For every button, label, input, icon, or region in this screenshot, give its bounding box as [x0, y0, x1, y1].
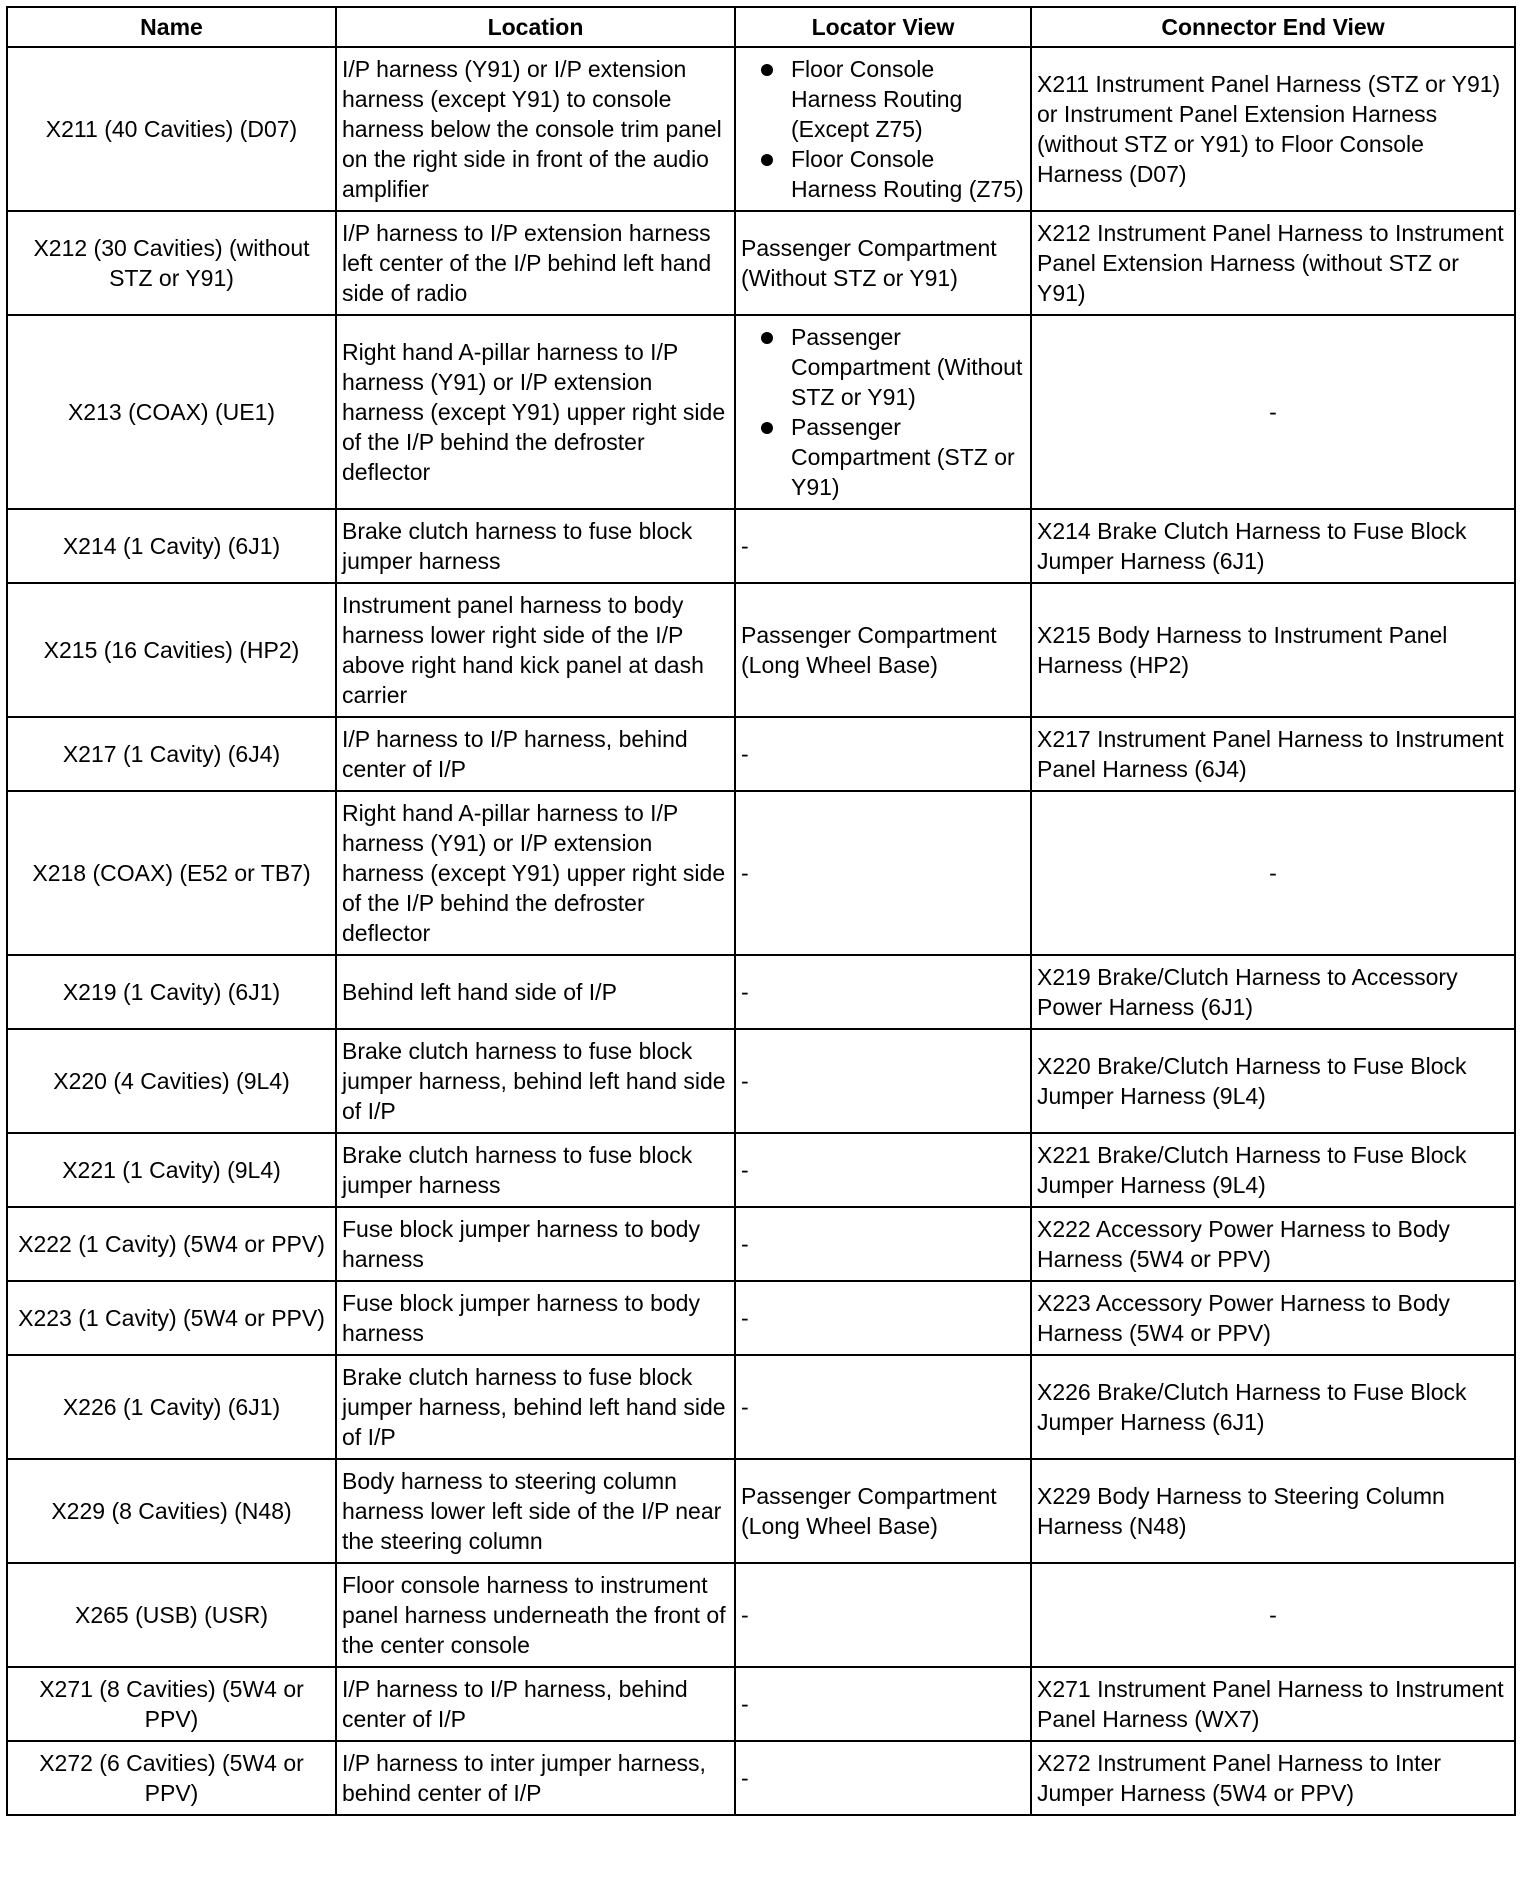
- bullet-icon: [761, 64, 773, 76]
- cell-name: X271 (8 Cavities) (5W4 or PPV): [7, 1667, 336, 1741]
- table-row: [7, 1133, 1515, 1207]
- cell-location: I/P harness to I/P harness, behind center of I/P: [336, 1667, 735, 1741]
- locator-link[interactable]: [741, 412, 1025, 502]
- cell-name: X219 (1 Cavity) (6J1): [7, 955, 336, 1029]
- table-row: [7, 583, 1515, 717]
- table-row: [7, 1741, 1515, 1815]
- cell-name: X214 (1 Cavity) (6J1): [7, 509, 336, 583]
- bullet-icon: [761, 422, 773, 434]
- cell-location: Fuse block jumper harness to body harness: [336, 1281, 735, 1355]
- table-row: [7, 47, 1515, 211]
- locator-list: [741, 54, 1025, 204]
- cell-locator-view: -: [735, 1355, 1031, 1459]
- cell-connector-end-view: X226 Brake/Clutch Harness to Fuse Block Jumper Harness (6J1): [1031, 1355, 1515, 1459]
- cell-location: Brake clutch harness to fuse block jumper harness, behind left hand side of I/P: [336, 1029, 735, 1133]
- header-row: [7, 7, 1515, 47]
- locator-list: [741, 322, 1025, 502]
- table-row: [7, 1207, 1515, 1281]
- locator-text: Floor Console Harness Routing (Except Z75): [791, 56, 963, 142]
- cell-connector-end-view: X220 Brake/Clutch Harness to Fuse Block Jumper Harness (9L4): [1031, 1029, 1515, 1133]
- cell-connector-end-view: X271 Instrument Panel Harness to Instrument Panel Harness (WX7): [1031, 1667, 1515, 1741]
- cell-connector-end-view: X215 Body Harness to Instrument Panel Harness (HP2): [1031, 583, 1515, 717]
- cell-locator-view: -: [735, 1133, 1031, 1207]
- cell-locator-view: [735, 47, 1031, 211]
- cell-locator-view: -: [735, 717, 1031, 791]
- table-row: [7, 717, 1515, 791]
- table-row: [7, 315, 1515, 509]
- cell-locator-view: -: [735, 1563, 1031, 1667]
- locator-text: Floor Console Harness Routing (Z75): [791, 146, 1024, 202]
- cell-location: I/P harness to inter jumper harness, behind center of I/P: [336, 1741, 735, 1815]
- header-locator-view: Locator View: [735, 7, 1031, 47]
- cell-location: Fuse block jumper harness to body harness: [336, 1207, 735, 1281]
- table-row: [7, 211, 1515, 315]
- table-row: [7, 1459, 1515, 1563]
- cell-name: X229 (8 Cavities) (N48): [7, 1459, 336, 1563]
- cell-locator-view: -: [735, 509, 1031, 583]
- table-row: [7, 791, 1515, 955]
- cell-locator-view: -: [735, 1029, 1031, 1133]
- cell-location: Instrument panel harness to body harness lower right side of the I/P above right hand kick panel at dash carrier: [336, 583, 735, 717]
- locator-text: Passenger Compartment (STZ or Y91): [791, 414, 1015, 500]
- header-connector-end-view: Connector End View: [1031, 7, 1515, 47]
- cell-name: X272 (6 Cavities) (5W4 or PPV): [7, 1741, 336, 1815]
- connector-table: [6, 6, 1516, 1816]
- cell-name: X215 (16 Cavities) (HP2): [7, 583, 336, 717]
- cell-locator-view: Passenger Compartment (Long Wheel Base): [735, 583, 1031, 717]
- cell-name: X217 (1 Cavity) (6J4): [7, 717, 336, 791]
- table-row: [7, 955, 1515, 1029]
- cell-location: Brake clutch harness to fuse block jumper harness, behind left hand side of I/P: [336, 1355, 735, 1459]
- cell-name: X211 (40 Cavities) (D07): [7, 47, 336, 211]
- locator-link[interactable]: [741, 54, 1025, 144]
- cell-locator-view: -: [735, 1667, 1031, 1741]
- cell-location: Right hand A-pillar harness to I/P harness (Y91) or I/P extension harness (except Y91) upper right side of the I/P behind the defroster deflector: [336, 791, 735, 955]
- cell-locator-view: [735, 315, 1031, 509]
- table-row: [7, 1355, 1515, 1459]
- cell-location: Body harness to steering column harness lower left side of the I/P near the steering column: [336, 1459, 735, 1563]
- header-location: Location: [336, 7, 735, 47]
- bullet-icon: [761, 154, 773, 166]
- cell-location: I/P harness (Y91) or I/P extension harness (except Y91) to console harness below the console trim panel on the right side in front of the audio amplifier: [336, 47, 735, 211]
- locator-link[interactable]: [741, 322, 1025, 412]
- cell-connector-end-view: X229 Body Harness to Steering Column Harness (N48): [1031, 1459, 1515, 1563]
- cell-locator-view: Passenger Compartment (Without STZ or Y91): [735, 211, 1031, 315]
- locator-text: Passenger Compartment (Without STZ or Y91): [791, 324, 1023, 410]
- cell-locator-view: Passenger Compartment (Long Wheel Base): [735, 1459, 1031, 1563]
- cell-location: I/P harness to I/P extension harness left center of the I/P behind left hand side of radio: [336, 211, 735, 315]
- header-name: Name: [7, 7, 336, 47]
- cell-connector-end-view: X221 Brake/Clutch Harness to Fuse Block Jumper Harness (9L4): [1031, 1133, 1515, 1207]
- cell-connector-end-view: X223 Accessory Power Harness to Body Harness (5W4 or PPV): [1031, 1281, 1515, 1355]
- cell-location: Brake clutch harness to fuse block jumper harness: [336, 509, 735, 583]
- cell-location: I/P harness to I/P harness, behind center of I/P: [336, 717, 735, 791]
- table-row: [7, 1029, 1515, 1133]
- cell-connector-end-view: X219 Brake/Clutch Harness to Accessory Power Harness (6J1): [1031, 955, 1515, 1029]
- cell-connector-end-view: X222 Accessory Power Harness to Body Harness (5W4 or PPV): [1031, 1207, 1515, 1281]
- cell-location: Right hand A-pillar harness to I/P harness (Y91) or I/P extension harness (except Y91) upper right side of the I/P behind the defroster deflector: [336, 315, 735, 509]
- table-row: [7, 1563, 1515, 1667]
- cell-name: X218 (COAX) (E52 or TB7): [7, 791, 336, 955]
- bullet-icon: [761, 332, 773, 344]
- cell-name: X220 (4 Cavities) (9L4): [7, 1029, 336, 1133]
- cell-connector-end-view: X217 Instrument Panel Harness to Instrument Panel Harness (6J4): [1031, 717, 1515, 791]
- cell-locator-view: -: [735, 791, 1031, 955]
- cell-name: X222 (1 Cavity) (5W4 or PPV): [7, 1207, 336, 1281]
- locator-link[interactable]: [741, 144, 1025, 204]
- cell-location: Behind left hand side of I/P: [336, 955, 735, 1029]
- cell-locator-view: -: [735, 1281, 1031, 1355]
- table-row: [7, 1667, 1515, 1741]
- cell-connector-end-view: X272 Instrument Panel Harness to Inter Jumper Harness (5W4 or PPV): [1031, 1741, 1515, 1815]
- table-row: [7, 1281, 1515, 1355]
- cell-name: X265 (USB) (USR): [7, 1563, 336, 1667]
- cell-connector-end-view: X211 Instrument Panel Harness (STZ or Y91) or Instrument Panel Extension Harness (without STZ or Y91) to Floor Console Harness (D07): [1031, 47, 1515, 211]
- cell-locator-view: -: [735, 1741, 1031, 1815]
- cell-name: X213 (COAX) (UE1): [7, 315, 336, 509]
- cell-name: X223 (1 Cavity) (5W4 or PPV): [7, 1281, 336, 1355]
- cell-location: Brake clutch harness to fuse block jumper harness: [336, 1133, 735, 1207]
- cell-locator-view: -: [735, 1207, 1031, 1281]
- table-row: [7, 509, 1515, 583]
- cell-connector-end-view: -: [1031, 1563, 1515, 1667]
- cell-connector-end-view: X214 Brake Clutch Harness to Fuse Block Jumper Harness (6J1): [1031, 509, 1515, 583]
- cell-name: X221 (1 Cavity) (9L4): [7, 1133, 336, 1207]
- cell-name: X212 (30 Cavities) (without STZ or Y91): [7, 211, 336, 315]
- cell-connector-end-view: -: [1031, 315, 1515, 509]
- cell-locator-view: -: [735, 955, 1031, 1029]
- cell-name: X226 (1 Cavity) (6J1): [7, 1355, 336, 1459]
- cell-location: Floor console harness to instrument panel harness underneath the front of the center console: [336, 1563, 735, 1667]
- cell-connector-end-view: -: [1031, 791, 1515, 955]
- cell-connector-end-view: X212 Instrument Panel Harness to Instrument Panel Extension Harness (without STZ or Y91): [1031, 211, 1515, 315]
